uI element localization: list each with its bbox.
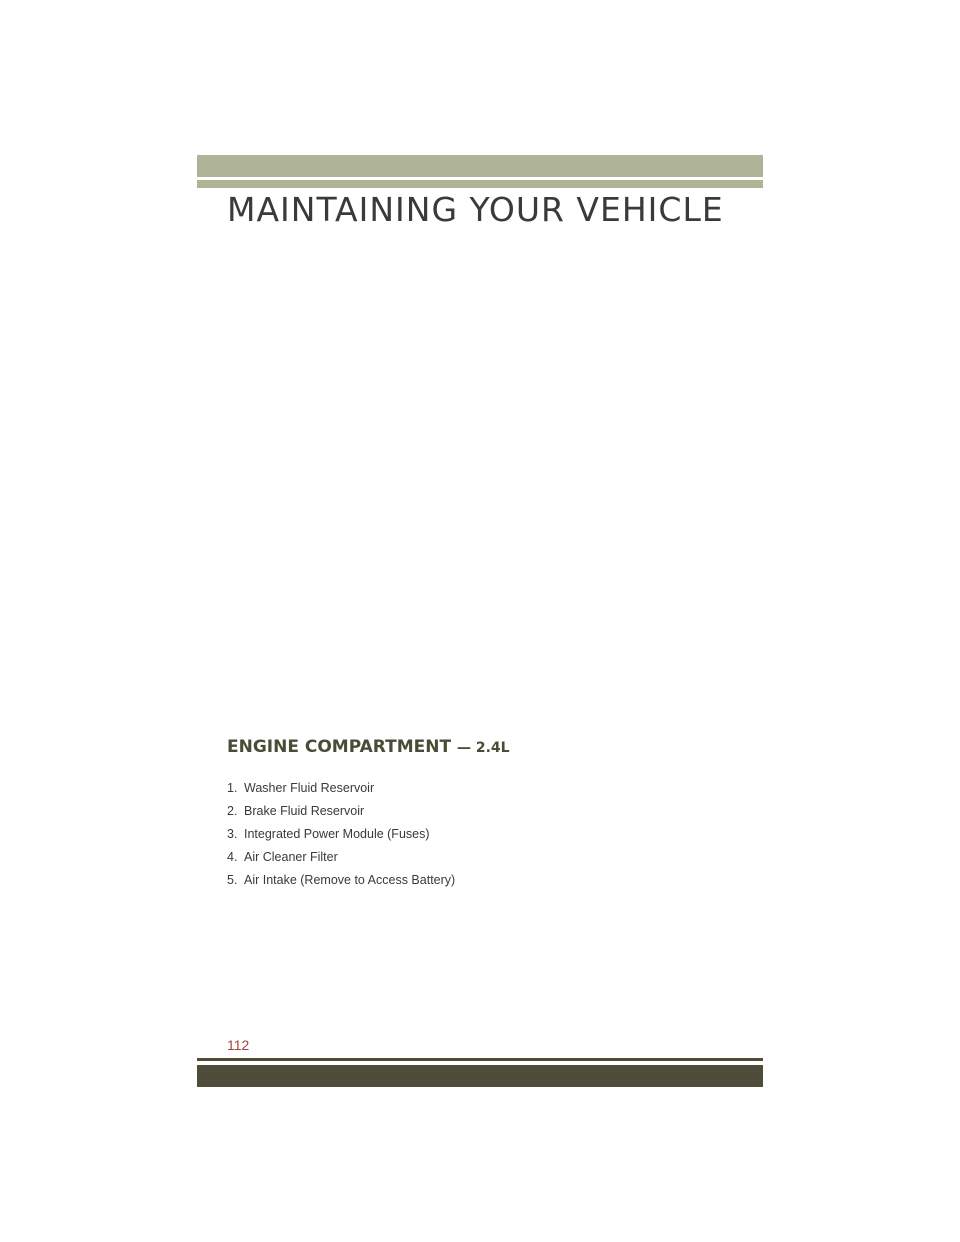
- heading-text: ENGINE COMPARTMENT: [227, 737, 452, 757]
- list-item-number: 4.: [227, 850, 238, 864]
- list-item: [227, 870, 455, 893]
- footer-band: [197, 1065, 763, 1087]
- header-band: [197, 155, 763, 177]
- section-title: MAINTAINING YOUR VEHICLE: [227, 190, 724, 229]
- list-item-number: 2.: [227, 804, 238, 818]
- engine-compartment-figure: [227, 250, 733, 720]
- list-item: [227, 824, 455, 847]
- header-band-line: [197, 180, 763, 188]
- list-item: [227, 801, 455, 824]
- list-item-number: 3.: [227, 827, 238, 841]
- page-heading: [227, 737, 510, 757]
- list-item-label: Brake Fluid Reservoir: [244, 804, 365, 818]
- footer-band-line: [197, 1058, 763, 1061]
- list-item: [227, 778, 455, 801]
- list-item-label: Air Cleaner Filter: [244, 850, 338, 864]
- list-item-label: Air Intake (Remove to Access Battery): [244, 873, 456, 887]
- list-item-number: 5.: [227, 873, 238, 887]
- page-number: 112: [227, 1037, 250, 1053]
- list-item-label: Washer Fluid Reservoir: [244, 781, 375, 795]
- legend-list: [227, 778, 455, 893]
- list-item: [227, 847, 455, 870]
- heading-suffix: — 2.4L: [456, 740, 510, 756]
- list-item-number: 1.: [227, 781, 238, 795]
- list-item-label: Integrated Power Module (Fuses): [244, 827, 430, 841]
